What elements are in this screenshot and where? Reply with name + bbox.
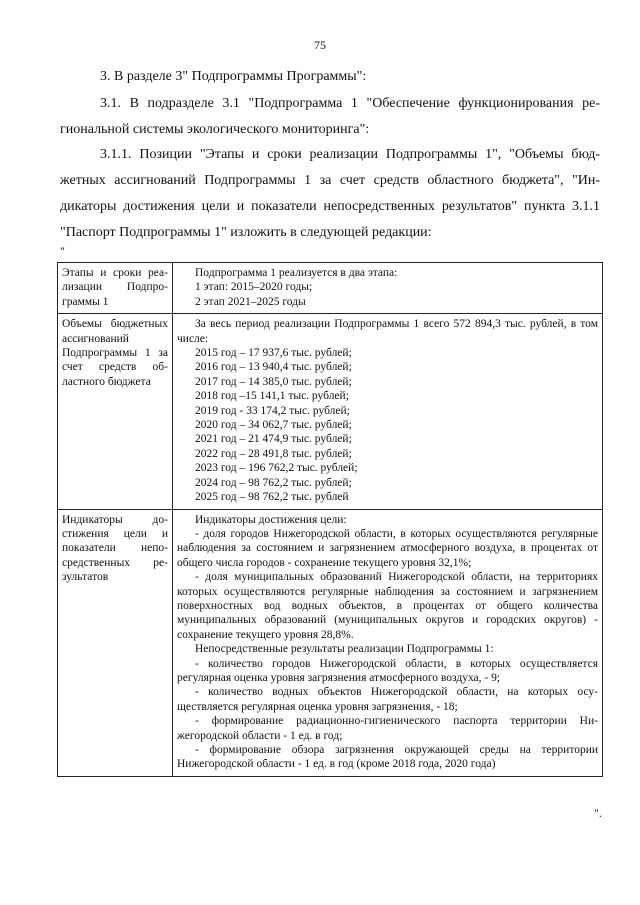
stages-line: 2 этап 2021–2025 годы [195, 295, 306, 308]
indicator-item: - доля городов Нижегородской области, в которых осуществляются регулярные наблюдения за состоянием и загрязнением атмосферного воздуха, в процентах от общего числа городов - сохранение текущего уровня 32,1%; [177, 527, 598, 569]
stages-label: Этапы и сроки реализации Подпрограммы 1 [58, 263, 173, 314]
results-heading: Непосредственные результаты реализации Подпрограммы 1: [195, 643, 494, 656]
stages-value [173, 263, 603, 314]
funding-year-line: 2017 год – 14 385,0 тыс. рублей; [195, 375, 352, 388]
funding-year-line: 2022 год – 28 491,8 тыс. рублей; [195, 447, 352, 460]
table-row-funding [58, 314, 603, 509]
paragraph-subsection-3-1: 3.1. В подразделе 3.1 "Подпрограмма 1 "Обеспечение функционирования региональной системы экологического мониторинга": [60, 96, 600, 137]
funding-year-line: 2015 год – 17 937,6 тыс. рублей; [195, 347, 352, 360]
paragraph-item-3-1-1: 3.1.1. Позиции "Этапы и сроки реализации Подпрограммы 1", "Объемы бюджетных ассигнований Подпрограммы 1 за счет средств областного бюджета", "Индикаторы достижения цели и показатели непосредственных результатов" пункта 3.1.1 "Паспорт Подпрограммы 1" изложить в следующей редакции: [60, 147, 600, 240]
funding-year-line: 2021 год – 21 474,9 тыс. рублей; [195, 433, 352, 446]
result-item: - формирование обзора загрязнения окружающей среды на территории Нижегородской области - 1 ед. в год (кроме 2018 года, 2020 года) [177, 744, 598, 771]
funding-year-line: 2024 год – 98 762,2 тыс. рублей; [195, 476, 352, 489]
stages-line: 1 этап: 2015–2020 годы; [195, 281, 313, 294]
closing-quote: ". [594, 806, 602, 820]
indicator-item: - доля муниципальных образований Нижегородской области, на территориях которых осуществляются регулярные наблюдения за состоянием и загрязнением поверхностных вод водных объектов, в процентах от общего количества муниципальных образований (муниципальных округов и городских округов) - сохранение текущего уровня 28,8%. [177, 571, 598, 641]
result-item: - количество водных объектов Нижегородской области, на которых осуществляется регулярная оценка уровня загрязнения, - 18; [177, 686, 598, 713]
funding-year-line: 2019 год - 33 174,2 тыс. рублей; [195, 404, 350, 417]
funding-intro: За весь период реализации Подпрограммы 1 всего 572 894,3 тыс. рублей, в том числе: [177, 318, 598, 345]
table-row-indicators [58, 509, 603, 776]
stages-line: Подпрограмма 1 реализуется в два этапа: [195, 267, 398, 279]
funding-label: Объемы бюджетных ассигнований Подпрограммы 1 за счет средств областного бюджета [58, 314, 173, 509]
funding-year-line: 2023 год – 196 762,2 тыс. рублей; [195, 462, 358, 475]
funding-value [173, 314, 603, 509]
table-row-stages [58, 263, 603, 314]
paragraph-section-3: 3. В разделе 3" Подпрограммы Программы": [100, 69, 367, 84]
result-item: - формирование радиационно-гигиенического паспорта территории Нижегородской области - 1 ед. в год; [177, 715, 598, 742]
indicators-heading: Индикаторы достижения цели: [195, 513, 347, 526]
result-item: - количество городов Нижегородской области, в которых осуществляется регулярная оценка уровня загрязнения атмосферного воздуха, - 9; [177, 657, 598, 684]
funding-year-line: 2018 год –15 141,1 тыс. рублей; [195, 390, 349, 403]
indicators-label: Индикаторы достижения цели и показатели непосредственных результатов [58, 509, 173, 776]
funding-year-line: 2025 год – 98 762,2 тыс. рублей [195, 491, 349, 504]
page-number: 75 [314, 38, 326, 52]
funding-year-line: 2020 год – 34 062,7 тыс. рублей; [195, 419, 352, 432]
indicators-value [173, 509, 603, 776]
opening-quote: " [60, 244, 65, 258]
funding-year-line: 2016 год – 13 940,4 тыс. рублей; [195, 361, 352, 374]
passport-table [57, 262, 603, 777]
